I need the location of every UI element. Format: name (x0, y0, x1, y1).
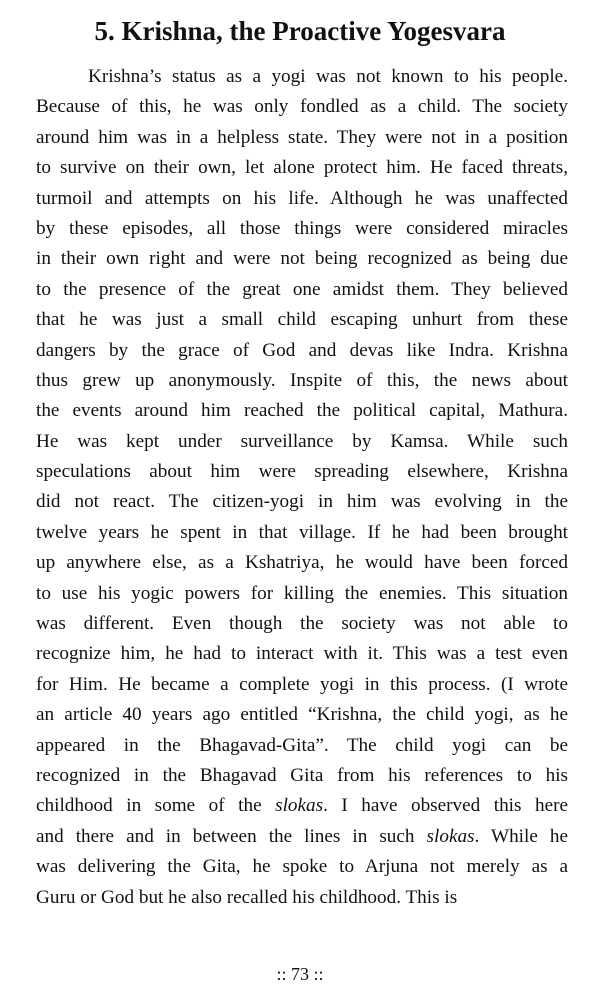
text-line: recognized in the Bhagavad Gita from his references to his (36, 764, 568, 786)
text-line: speculations about him were spreading elsewhere, Krishna (36, 461, 568, 483)
text-line: He was kept under surveillance by Kamsa. While such (36, 430, 568, 452)
text-segment: childhood in some of the (36, 795, 276, 817)
text-line: in their own right and were not being recognized as being due (36, 248, 568, 270)
page-number: :: 73 :: (276, 964, 324, 984)
text-segment: . I have observed this here (323, 795, 568, 817)
text-line: to use his yogic powers for killing the enemies. This situation (36, 582, 568, 604)
text-line: Guru or God but he also recalled his childhood. This is (36, 886, 458, 908)
text-line (36, 822, 568, 852)
text-line: was delivering the Gita, he spoke to Arjuna not merely as a (36, 856, 568, 878)
text-line: twelve years he spent in that village. If he had been brought (36, 521, 568, 543)
text-line: was different. Even though the society was not able to (36, 613, 568, 635)
text-line: for Him. He became a complete yogi in this process. (I wrote (36, 673, 568, 695)
text-line: an article 40 years ago entitled “Krishna, the child yogi, as he (36, 704, 568, 726)
body-paragraph (36, 62, 568, 913)
text-line: turmoil and attempts on his life. Although he was unaffected (36, 187, 568, 209)
text-line: thus grew up anonymously. Inspite of this, the news about (36, 369, 568, 391)
text-line: appeared in the Bhagavad-Gita”. The child yogi can be (36, 734, 568, 756)
text-line: dangers by the grace of God and devas like Indra. Krishna (36, 339, 568, 361)
text-line: Krishna’s status as a yogi was not known to his people. (88, 66, 568, 87)
text-line: by these episodes, all those things were considered miracles (36, 217, 568, 239)
text-line: did not react. The citizen-yogi in him was evolving in the (36, 491, 568, 513)
text-line: the events around him reached the political capital, Mathura. (36, 400, 568, 422)
italic-term: slokas (275, 795, 324, 817)
text-line: recognize him, he had to interact with it. This was a test even (36, 643, 568, 665)
text-line: to survive on their own, let alone protect him. He faced threats, (36, 157, 568, 179)
text-line: Because of this, he was only fondled as a child. The society (36, 96, 568, 118)
text-line: around him was in a helpless state. They were not in a position (36, 126, 568, 148)
text-line: that he was just a small child escaping unhurt from these (36, 309, 568, 331)
text-segment: and there and in between the lines in such (36, 825, 427, 847)
text-line: up anywhere else, as a Kshatriya, he would have been forced (36, 552, 568, 574)
text-segment: . While he (474, 825, 568, 847)
text-line (36, 791, 568, 821)
italic-term: slokas (426, 825, 475, 847)
chapter-title: 5. Krishna, the Proactive Yogesvara (94, 16, 506, 46)
text-line: to the presence of the great one amidst them. They believed (36, 278, 568, 300)
